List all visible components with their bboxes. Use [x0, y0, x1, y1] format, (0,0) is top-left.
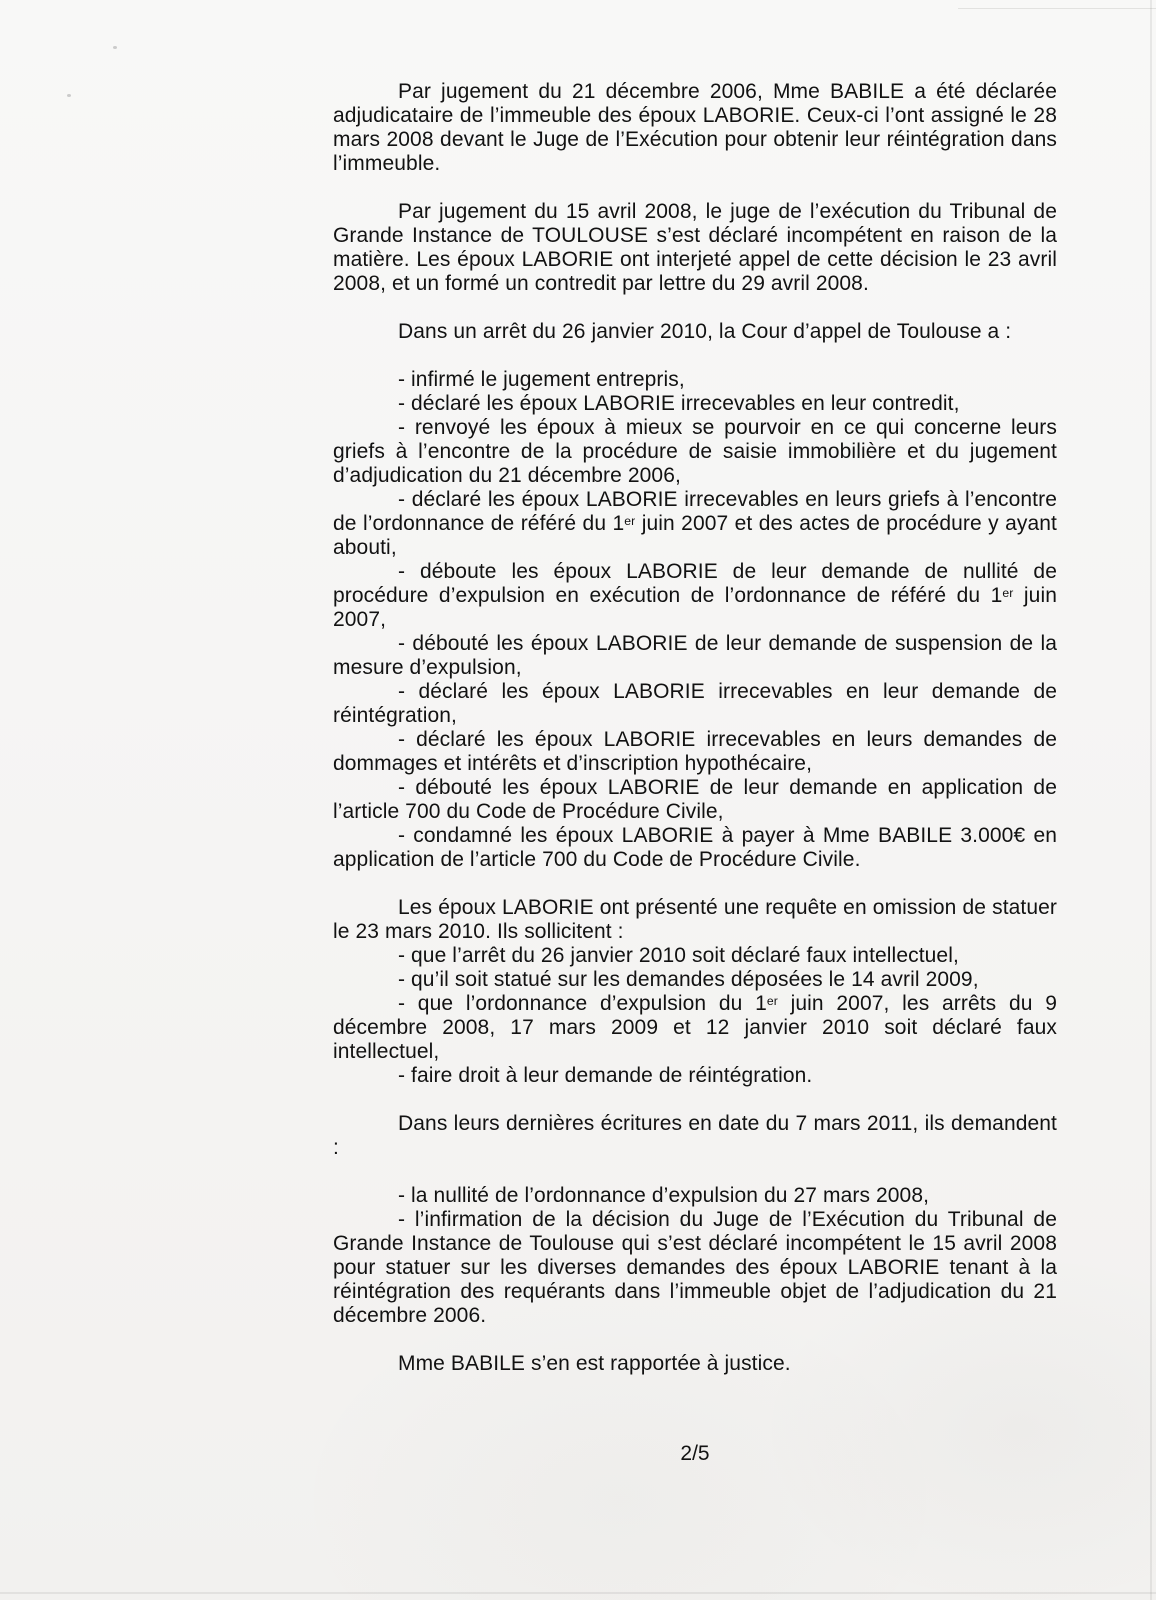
list-item-paragraph: - déclaré les époux LABORIE irrecevables en leur demande de réintégration,: [333, 680, 1057, 727]
page-number: 2/5: [680, 1442, 710, 1465]
paragraph: Mme BABILE s’en est rapportée à justice.: [398, 1352, 791, 1375]
scan-speck: [67, 94, 71, 97]
list-item-paragraph: - que l’ordonnance d’expulsion du 1er juin 2007, les arrêts du 9 décembre 2008, 17 mars 2009 et 12 janvier 2010 soit déclaré faux intellectuel,: [333, 992, 1057, 1063]
list-item-paragraph: - l’infirmation de la décision du Juge de l’Exécution du Tribunal de Grande Instance de Toulouse qui s’est déclaré incompétent le 15 avril 2008 pour statuer sur les diverses demandes des époux LABORIE tenant à la réintégration des requérants dans l’immeuble objet de l’adjudication du 21 décembre 2006.: [333, 1208, 1057, 1327]
scan-artifact-bottom-edge: [0, 1592, 1156, 1594]
list-item-paragraph: - la nullité de l’ordonnance d’expulsion du 27 mars 2008,: [398, 1184, 930, 1207]
scan-speck: [113, 46, 117, 49]
list-item-paragraph: - déclaré les époux LABORIE irrecevables en leurs demandes de dommages et intérêts et d’inscription hypothécaire,: [333, 728, 1057, 775]
list-item-paragraph: - condamné les époux LABORIE à payer à Mme BABILE 3.000€ en application de l’article 700 du Code de Procédure Civile.: [333, 824, 1057, 871]
list-item-paragraph: - déboute les époux LABORIE de leur demande de nullité de procédure d’expulsion en exécution de l’ordonnance de référé du 1er juin 2007,: [333, 560, 1057, 631]
paragraph: Dans leurs dernières écritures en date du 7 mars 2011, ils demandent :: [333, 1112, 1057, 1159]
list-item-paragraph: - déclaré les époux LABORIE irrecevables en leurs griefs à l’encontre de l’ordonnance de référé du 1er juin 2007 et des actes de procédure y ayant abouti,: [333, 488, 1057, 559]
paragraph: Les époux LABORIE ont présenté une requête en omission de statuer le 23 mars 2010. Ils sollicitent :: [333, 896, 1057, 943]
list-item-paragraph: - qu’il soit statué sur les demandes déposées le 14 avril 2009,: [398, 968, 979, 991]
scan-artifact-top-line: [958, 8, 1156, 9]
list-item-paragraph: - renvoyé les époux à mieux se pourvoir en ce qui concerne leurs griefs à l’encontre de la procédure de saisie immobilière et du jugement d’adjudication du 21 décembre 2006,: [333, 416, 1057, 487]
list-item-paragraph: - débouté les époux LABORIE de leur demande en application de l’article 700 du Code de Procédure Civile,: [333, 776, 1057, 823]
paragraph: Dans un arrêt du 26 janvier 2010, la Cour d’appel de Toulouse a :: [398, 320, 1012, 343]
scan-artifact-right-edge: [1150, 0, 1152, 1600]
list-item-paragraph: - que l’arrêt du 26 janvier 2010 soit déclaré faux intellectuel,: [398, 944, 959, 967]
list-item-paragraph: - déclaré les époux LABORIE irrecevables en leur contredit,: [398, 392, 960, 415]
list-item-paragraph: - débouté les époux LABORIE de leur demande de suspension de la mesure d’expulsion,: [333, 632, 1057, 679]
list-item-paragraph: - infirmé le jugement entrepris,: [398, 368, 685, 391]
paragraph: Par jugement du 15 avril 2008, le juge de l’exécution du Tribunal de Grande Instance de TOULOUSE s’est déclaré incompétent en raison de la matière. Les époux LABORIE ont interjeté appel de cette décision le 23 avril 2008, et un formé un contredit par lettre du 29 avril 2008.: [333, 200, 1057, 295]
paragraph: Par jugement du 21 décembre 2006, Mme BABILE a été déclarée adjudicataire de l’immeuble des époux LABORIE. Ceux-ci l’ont assigné le 28 mars 2008 devant le Juge de l’Exécution pour obtenir leur réintégration dans l’immeuble.: [333, 80, 1057, 175]
document-body: [333, 80, 1057, 1376]
list-item-paragraph: - faire droit à leur demande de réintégration.: [398, 1064, 813, 1087]
